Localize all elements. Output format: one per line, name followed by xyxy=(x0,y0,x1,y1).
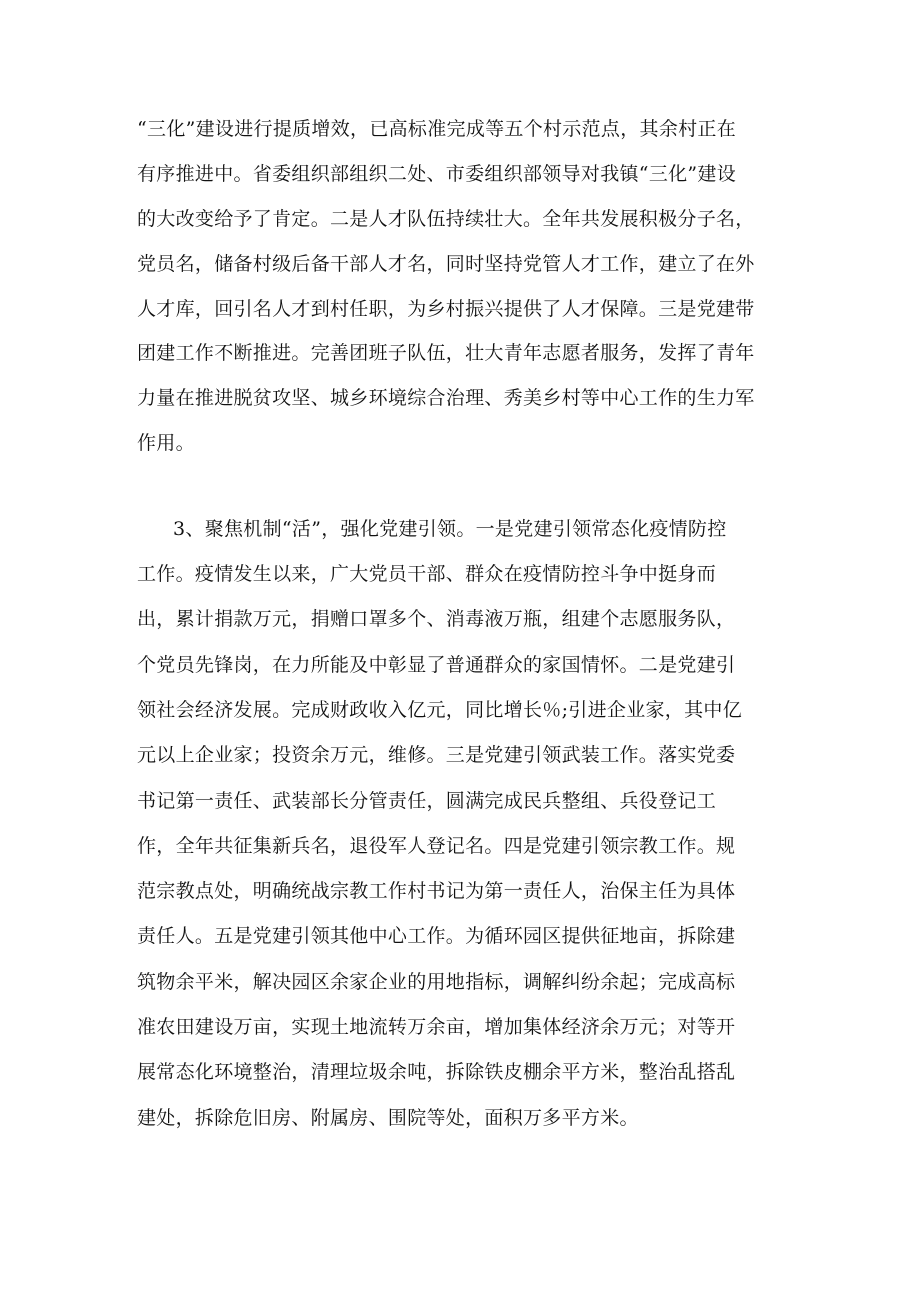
paragraph-line: 范宗教点处，明确统战宗教工作村书记为第一责任人，治保主任为具体 xyxy=(137,880,736,902)
paragraph-line: 责任人。五是党建引领其他中心工作。为循环园区提供征地亩，拆除建 xyxy=(137,925,736,947)
paragraph-line: 党员名，储备村级后备干部人才名，同时坚持党管人才工作，建立了在外 xyxy=(137,253,755,275)
paragraph-line: 个党员先锋岗，在力所能及中彰显了普通群众的家国情怀。二是党建引 xyxy=(137,654,736,676)
paragraph-line: “三化”建设进行提质增效，已高标准完成等五个村示范点，其余村正在 xyxy=(137,118,737,140)
paragraph-line: 作用。 xyxy=(137,432,195,454)
paragraph-line: 书记第一责任、武装部长分管责任，圆满完成民兵整组、兵役登记工 xyxy=(137,790,717,812)
paragraph-line: 3、聚焦机制“活”，强化党建引领。一是党建引领常态化疫情防控 xyxy=(173,518,727,540)
paragraph-line: 有序推进中。省委组织部组织二处、市委组织部领导对我镇“三化”建设 xyxy=(137,163,737,185)
paragraph-line: 作，全年共征集新兵名，退役军人登记名。四是党建引领宗教工作。规 xyxy=(137,835,736,857)
paragraph-line: 的大改变给予了肯定。二是人才队伍持续壮大。全年共发展积极分子名， xyxy=(137,208,755,230)
paragraph-line: 人才库，回引名人才到村任职，为乡村振兴提供了人才保障。三是党建带 xyxy=(137,298,755,320)
paragraph-line: 展常态化环境整治，清理垃圾余吨，拆除铁皮棚余平方米，整治乱搭乱 xyxy=(137,1061,736,1083)
paragraph-line: 力量在推进脱贫攻坚、城乡环境综合治理、秀美乡村等中心工作的生力军 xyxy=(137,387,755,409)
paragraph-line: 团建工作不断推进。完善团班子队伍，壮大青年志愿者服务，发挥了青年 xyxy=(137,342,755,364)
paragraph-line: 准农田建设万亩，实现土地流转万余亩，增加集体经济余万元；对等开 xyxy=(137,1016,736,1038)
paragraph-line: 筑物余平米，解决园区余家企业的用地指标，调解纠纷余起；完成高标 xyxy=(137,971,736,993)
paragraph-line: 领社会经济发展。完成财政收入亿元，同比增长％;引进企业家，其中亿 xyxy=(137,699,743,721)
paragraph-line: 工作。疫情发生以来，广大党员干部、群众在疫情防控斗争中挺身而 xyxy=(137,563,717,585)
paragraph-line: 出，累计捐款万元，捐赠口罩多个、消毒液万瓶，组建个志愿服务队， xyxy=(137,608,736,630)
paragraph-line: 建处，拆除危旧房、附属房、围院等处，面积万多平方米。 xyxy=(137,1107,639,1129)
paragraph-line: 元以上企业家；投资余万元，维修。三是党建引领武装工作。落实党委 xyxy=(137,744,736,766)
